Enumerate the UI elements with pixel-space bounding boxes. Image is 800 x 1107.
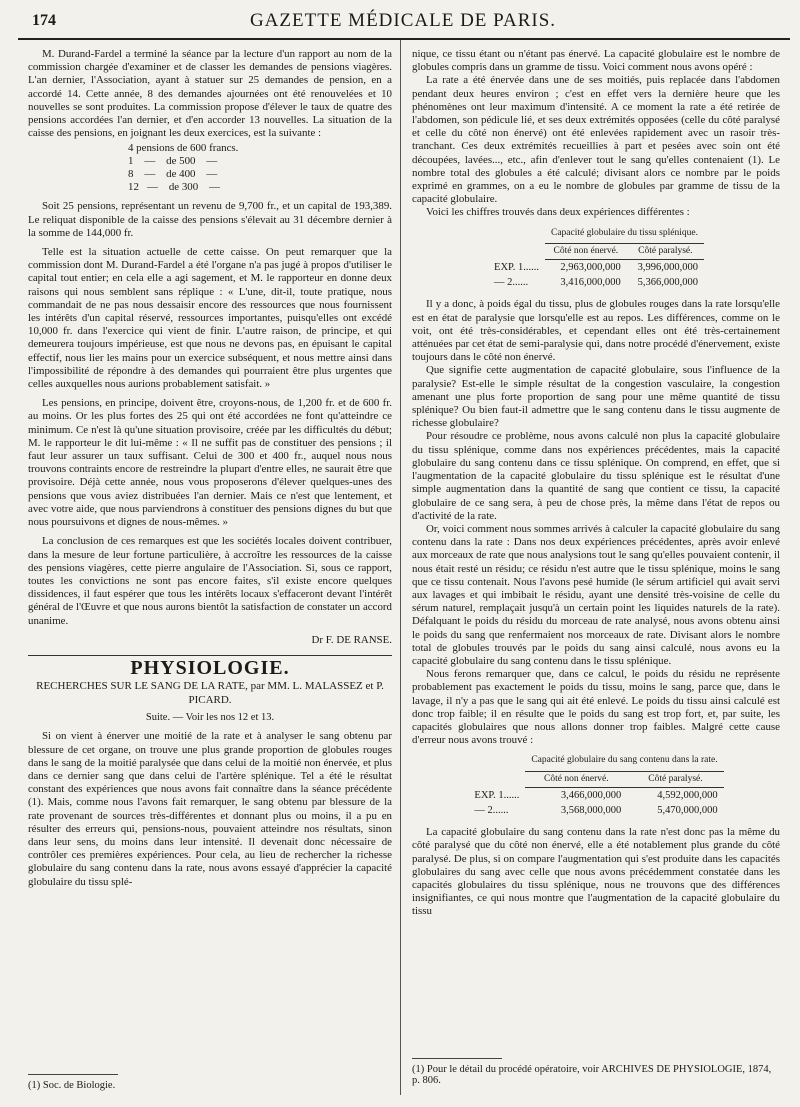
paragraph: Telle est la situation actuelle de cette caisse. On peut remarquer que la commission dont M. Durand-Fardel a été l'organe n'a pas jugé à propos d'utiliser le capital tout entier; en cela elle a agi sagement, et M. le rapporteur en donne deux raisons qui nous semblent sans réplique : « L'une, dit-il, toute pratique, nous commandait de ne pas nous dessaisir encore des ressources que nous fournissent les intérêts d'un capital réservé, ressources importantes, puisqu'elles ont excédé 10,000 fr. dans l'exercice qui vient de finir. L'autre raison, de principe, et qui demeurera toujours impérieuse, est que nous ne devons pas, en épuisant le capital effectif, nous lier les mains pour un exercice subséquent, et nous mettre ainsi dans l'impossibilité de répondre à des demandes qui pourraient être plus urgentes que celles auxquelles nous aurions probablement satisfait. » <box>28 246 392 391</box>
row-label: EXP. 1...... <box>494 261 539 273</box>
signature: Dr F. DE RANSE. <box>311 633 392 646</box>
paragraph: Soit 25 pensions, représentant un revenu de 9,700 fr., et un capital de 193,389. Le reliquat disponible de la caisse des pensions s'élevait au 31 décembre dernier à la somme de 144,000 fr. <box>28 200 392 239</box>
footnote-rule <box>28 1074 118 1075</box>
footnote: (1) Soc. de Biologie. <box>28 1080 116 1091</box>
page-header <box>18 10 788 34</box>
paragraph: Nous ferons remarquer que, dans ce calcul, le poids du résidu ne représente probablement pas exactement le poids du tissu, moins le sang, parce que, dans le lavage, il n'y a pas que le sang qui ait été enlevé. Le poids du tissu ainsi calculé est donc trop faible; il en résulte que le poids du sang est trop fort, et, par suite, les capacités globulaires que nous allons donner trop faibles. Malgré cette cause d'erreur nous avons trouvé : <box>412 668 780 747</box>
right-column <box>412 48 780 919</box>
pension-line: 8 — de 400 — <box>128 168 218 181</box>
capacity-table-blood <box>468 753 723 818</box>
paragraph: Il y a donc, à poids égal du tissu, plus de globules rouges dans la rate lorsqu'elle est en état de paralysie que lorsqu'elle est au repos. Les différences, comme on le voit, ont été très-considérables, et cependant elles ont été très-certainement atténuées par cet état de semi-paralysie qui, dans notre procédé d'énervement, existe toujours dans le côté non énervé. <box>412 298 780 364</box>
footnote: (1) Pour le détail du procédé opératoire, voir ARCHIVES DE PHYSIOLOGIE, 1874, p. 806. <box>412 1064 772 1086</box>
column-header: Côté paralysé. <box>627 771 723 787</box>
column-header: Côté non énervé. <box>545 243 627 259</box>
paragraph: La conclusion de ces remarques est que les sociétés locales doivent contribuer, dans la mesure de leur fortune particulière, à accroître les ressources de la caisse des pensions viagères, cette pierre angulaire de l'Association. Si, sous ce rapport, toutes les convictions ne sont pas encore faites, s'il existe encore quelques dissidences, il faut espérer que tous les intérêts locaux s'effaceront devant l'intérêt général de l'Œuvre et que nous aurons bientôt la satisfaction de constater un accord unanime. <box>28 535 392 627</box>
pension-line: 4 pensions de 600 francs. <box>128 142 239 155</box>
cell-value: 3,568,000,000 <box>560 804 622 816</box>
table-row <box>488 275 704 290</box>
paragraph: Si on vient à énerver une moitié de la rate et à analyser le sang obtenu par blessure de cet organe, on trouve une plus grande proportion de globules rouges dans le sang de la moitié paralysée que dans celui de la moitié non énervée, et plus dans ce dernier sang que dans celui de l'artère splénique. Tel a été le résultat constant des expériences que nous avons fait connaître dans la séance précédente (1). Mais, comme nous l'avons fait remarquer, le sang obtenu par blessure de la rate provenant de sources très-différentes et donnant plus ou moins, il a pu en résulter des erreurs qui, pensions-nous, pouvaient atteindre nos résultats, sinon dans leur sens, du moins dans leur intensité. Il devenait donc nécessaire de contrôler ces premières expériences. Pour cela, au lieu de rechercher la richesse globulaire du sang contenu dans la rate, nous avons essayé d'apprécier la capacité globulaire du tissu splé- <box>28 730 392 888</box>
cell-value: 3,466,000,000 <box>560 789 622 801</box>
continuation-note: Suite. — Voir les nos 12 et 13. <box>145 712 275 724</box>
paragraph: Que signifie cette augmentation de capacité globulaire, sous l'influence de la paralysie? Est-elle le simple résultat de la congestion vasculaire, la congestion amenant une plus forte proportion de sang pour une même quantité de tissu splénique? Ou bien faut-il admettre que le sang contenu dans le tissu augmente de richesse globulaire? <box>412 364 780 430</box>
row-label: — 2...... <box>474 804 509 816</box>
table-title: Capacité globulaire du tissu splénique. <box>545 226 704 244</box>
row-label: — 2...... <box>494 277 529 289</box>
column-header: Côté paralysé. <box>627 243 704 259</box>
table-title: Capacité globulaire du sang contenu dans la rate. <box>525 753 723 771</box>
paragraph: La capacité globulaire du sang contenu dans la rate n'est donc pas la même du côté paralysé que du côté non énervé, elle a été notablement plus grande du côté paralysé. De plus, si on compare l'augmentation qui s'est produite dans les capacités globulaires du sang avec celle que nous avons précédemment constatée dans les capacités globulaires du tissu splénique, nous ne trouvons que des différences insignifiantes, ce qui nous montre que l'augmentation de la capacité globulaire du tissu <box>412 826 780 918</box>
paragraph: M. Durand-Fardel a terminé la séance par la lecture d'un rapport au nom de la commission chargée d'examiner et de classer les demandes de pensions viagères. L'an dernier, l'Association, ayant à statuer sur 25 demandes de pension, en a accordé 14. Cette année, 8 des demandes ajournées ont été renouvelées et 10 nouvelles se sont produites. La commission propose d'élever le taux de quatre des pensions accordées l'an dernier, et d'en accorder 13 nouvelles. La situation de la caisse des pensions, en joignant les deux exercices, est la suivante : <box>28 48 392 140</box>
table-row <box>468 787 723 803</box>
cell-value: 3,416,000,000 <box>560 277 621 289</box>
pension-line: 1 — de 500 — <box>128 155 218 168</box>
table-row <box>468 803 723 818</box>
section-rule <box>28 655 392 656</box>
cell-value: 5,470,000,000 <box>657 804 718 816</box>
page-number: 174 <box>32 12 56 29</box>
article-title: RECHERCHES SUR LE SANG DE LA RATE, par MM. L. MALASSEZ et P. PICARD. <box>36 680 384 707</box>
paragraph: nique, ce tissu étant ou n'étant pas énervé. La capacité globulaire est le nombre de globules compris dans un gramme de tissu. Voici comment nous avons opéré : <box>412 48 780 74</box>
capacity-table-tissue <box>488 226 704 291</box>
cell-value: 4,592,000,000 <box>657 789 718 801</box>
header-rule <box>18 38 790 40</box>
paragraph: Or, voici comment nous sommes arrivés à calculer la capacité globulaire du sang contenu dans la rate : Dans nos deux expériences précédentes, après avoir enlevé aux morceaux de rate que nous analysions tout le sang qu'elles pouvaient contenir, il nous était resté un résidu; ce résidu n'est autre que le tissu splénique, moins le sang que ce tissu contenait. Nous l'avons pesé humide (le sérum artificiel qui avait servi aux lavages et qui imbibait le résidu, ayant une densité très-voisine de celle du sérum naturel, remplaçait jusqu'à un certain point les liquides naturels de la rate). Défalquant le poids du résidu du morceau de rate analysé, nous avons obtenu ainsi le poids du sang que renfermaient nos morceaux de rate. Divisant alors le nombre total de globules trouvés par le poids du sang ainsi calculé, nous avons eu la capacité globulaire du sang contenu dans le tissu splénique. <box>412 522 780 667</box>
cell-value: 2,963,000,000 <box>560 262 621 274</box>
row-label: EXP. 1...... <box>474 789 520 801</box>
cell-value: 3,996,000,000 <box>637 262 698 274</box>
column-header: Côté non énervé. <box>525 771 627 787</box>
paragraph: Les pensions, en principe, doivent être, croyons-nous, de 1,200 fr. et de 600 fr. au moins. Or les plus fortes des 25 qui ont été accordées ne font qu'atteindre ce minimum. Ce n'est là qu'une situation provisoire, créée par les difficultés du début; M. le rapporteur le dit lui-même : « Il ne suffit pas de constituer des pensions ; il faut leur assurer un taux suffisant. Celui de 300 et 400 fr., auquel nous nous trouvons contraints encore de restreindre la plupart d'entre elles, ne saurait être que provisoire. Déjà cette année, nous vous proposerons d'élever quelques-unes des pensions que vous aviez distribuées l'an dernier. Mais ce n'est que lentement, et avec votre aide, que nous parviendrons à constituer des pensions dignes du but que nous poursuivons et dignes de nous-mêmes. » <box>28 397 392 529</box>
pension-line: 12 — de 300 — <box>128 181 220 194</box>
paragraph: Voici les chiffres trouvés dans deux expériences différentes : <box>426 206 690 219</box>
section-title: PHYSIOLOGIE. <box>130 656 290 679</box>
footnote-rule <box>412 1058 502 1059</box>
paragraph: La rate a été énervée dans une de ses moitiés, puis replacée dans l'abdomen pendant deux heures environ ; c'est en effet vers la dernière heure que les phénomènes ont leur maximum d'intensité. A ce moment la rate a été retirée de l'abdomen, son pédicule lié, et ses deux extrémités opposées (celle du côté paralysé et celle du côté non énervé) ont été enlevées rapidement avec un rasoir très-tranchant. Ces deux extrémités recueillies à part et pesées avec soin ont été découpées, lavées..., etc., afin d'enlever tout le sang qu'elles contenaient (1). Le nombre total des globules a été calculé; divisant alors ce nombre par le poids exprimé en grammes, on a eu le nombre de globules par gramme de tissu de la capacité globulaire. <box>412 74 780 206</box>
column-divider <box>400 40 401 1095</box>
cell-value: 5,366,000,000 <box>637 277 698 289</box>
pension-list <box>128 142 392 194</box>
running-title: GAZETTE MÉDICALE DE PARIS. <box>249 10 557 31</box>
left-column <box>28 48 392 889</box>
table-row <box>488 260 704 276</box>
paragraph: Pour résoudre ce problème, nous avons calculé non plus la capacité globulaire du tissu splénique, comme dans nos expériences précédentes, mais la capacité globulaire du sang contenu dans ce tissu splénique. On comprend, en effet, que si l'augmentation de la capacité globulaire du tissu splénique est le résultat d'une simple augmentation dans la quantité de sang que contient ce tissu, la capacité globulaire de ce sang sera, à peu de chose près, la même dans l'état de repos ou d'activité de la rate. <box>412 430 780 522</box>
